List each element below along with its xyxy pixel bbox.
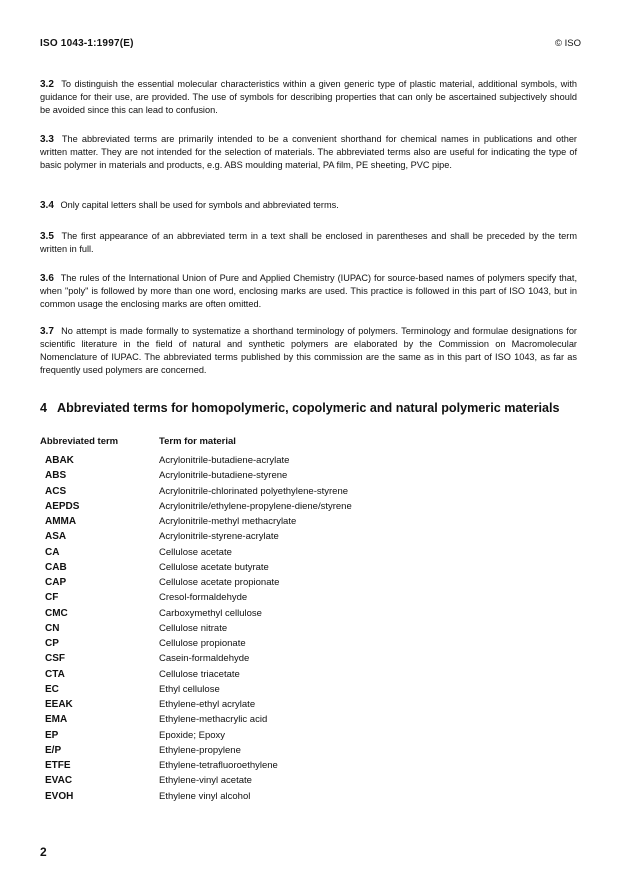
abbreviated-term-cell: ABAK [45, 455, 74, 466]
table-row [45, 515, 565, 530]
term-for-material-cell: Ethylene-methacrylic acid [159, 714, 268, 726]
abbreviated-terms-table [45, 454, 565, 805]
term-for-material-cell: Cellulose acetate butyrate [159, 561, 269, 573]
abbreviated-term-cell: EVAC [45, 775, 73, 787]
column-header-abbreviated-term: Abbreviated term [40, 436, 119, 447]
table-row [45, 774, 565, 789]
abbreviated-term-cell: ABS [45, 470, 67, 482]
table-row [45, 652, 565, 667]
table-row [45, 713, 565, 728]
table-row [45, 698, 565, 713]
table-row [45, 744, 565, 759]
abbreviated-term-cell: E/P [45, 744, 62, 756]
table-row [45, 668, 565, 683]
clause-3-2 [40, 78, 577, 117]
abbreviated-term-cell: CMC [45, 607, 68, 619]
clause-number: 3.3 [40, 134, 54, 145]
section-number: 4 [40, 401, 48, 415]
table-row [45, 622, 565, 637]
table-row [45, 485, 565, 500]
term-for-material-cell: Cellulose acetate [159, 546, 232, 558]
table-row [45, 454, 565, 469]
abbreviated-term-cell: CTA [45, 668, 65, 680]
table-row [45, 576, 565, 591]
abbreviated-term-cell: EEAK [45, 699, 73, 710]
term-for-material-cell: Cresol-formaldehyde [159, 592, 248, 604]
abbreviated-term-cell: EC [45, 683, 59, 695]
abbreviated-term-cell: CAB [45, 561, 67, 573]
clause-text: The rules of the International Union of Pure and Applied Chemistry (IUPAC) for source-based names of polymers specify that, when "poly" is followed by more than one word, enclosing marks are used. This practice is followed in this part of ISO 1043, but in common usage the enclosing marks are often omitted. [40, 273, 577, 309]
table-row [45, 607, 565, 622]
clause-3-7 [40, 325, 577, 377]
table-row [45, 729, 565, 744]
clause-number: 3.6 [40, 273, 54, 284]
clause-text: The abbreviated terms are primarily intended to be a convenient shorthand for chemical names in publications and other written matter. They are not intended for the selection of materials. The abbreviated terms also are useful for indicating the type of basic polymer in materials and products, e.g. ABS moulding material, PA film, PE sheeting, PVC pipe. [40, 134, 577, 170]
clause-3-3 [40, 133, 577, 172]
page-number: 2 [40, 845, 47, 859]
term-for-material-cell: Casein-formaldehyde [159, 653, 250, 665]
table-row [45, 546, 565, 561]
term-for-material-cell: Ethylene-tetrafluoroethylene [159, 760, 278, 771]
clause-text: To distinguish the essential molecular characteristics within a given generic type of plastic material, additional symbols, with guidance for their use, are provided. The use of symbols for describing properties that can only be ascertained subjectively should be avoided since this can lead to confusion. [40, 79, 577, 115]
abbreviated-term-cell: CAP [45, 577, 67, 588]
term-for-material-cell: Acrylonitrile/ethylene-propylene-diene/styrene [159, 500, 352, 512]
term-for-material-cell: Acrylonitrile-methyl methacrylate [159, 516, 297, 527]
clause-number: 3.4 [40, 200, 54, 211]
abbreviated-term-cell: ETFE [45, 760, 71, 771]
clause-3-4 [40, 199, 577, 212]
term-for-material-cell: Cellulose acetate propionate [159, 577, 280, 588]
abbreviated-term-cell: EMA [45, 714, 68, 726]
table-row [45, 637, 565, 652]
table-row [45, 469, 565, 484]
term-for-material-cell: Ethylene vinyl alcohol [159, 790, 251, 802]
abbreviated-term-cell: ACS [45, 485, 67, 497]
table-row [45, 561, 565, 576]
abbreviated-term-cell: EVOH [45, 790, 74, 802]
term-for-material-cell: Cellulose nitrate [159, 622, 228, 634]
table-row [45, 500, 565, 515]
clause-text: No attempt is made formally to systematize a shorthand terminology of polymers. Terminology and formulae designations for scientific literature in the field of natural and synthetic polymers are elaborated by the Commission on Macromolecular Nomenclature of IUPAC. The abbreviated terms published by this commission are the same as in this part of ISO 1043, as far as frequently used polymers are concerned. [40, 326, 577, 375]
abbreviated-term-cell: EP [45, 729, 59, 741]
section-heading [40, 401, 560, 415]
term-for-material-cell: Ethylene-vinyl acetate [159, 775, 252, 787]
table-row [45, 759, 565, 774]
clause-text: The first appearance of an abbreviated term in a text shall be enclosed in parentheses and shall be preceded by the term written in full. [40, 231, 577, 254]
table-row [45, 591, 565, 606]
abbreviated-term-cell: AMMA [45, 516, 77, 527]
column-header-term-for-material: Term for material [159, 436, 236, 447]
clause-number: 3.7 [40, 326, 54, 337]
section-title: Abbreviated terms for homopolymeric, copolymeric and natural polymeric materials [57, 401, 560, 415]
term-for-material-cell: Ethylene-ethyl acrylate [159, 699, 256, 710]
abbreviated-term-cell: AEPDS [45, 500, 80, 512]
term-for-material-cell: Ethylene-propylene [159, 744, 241, 756]
term-for-material-cell: Cellulose propionate [159, 638, 246, 649]
abbreviated-term-cell: CSF [45, 653, 65, 665]
term-for-material-cell: Epoxide; Epoxy [159, 729, 226, 741]
abbreviated-term-cell: CN [45, 622, 60, 634]
term-for-material-cell: Ethyl cellulose [159, 683, 220, 695]
clause-3-5 [40, 230, 577, 256]
clause-3-6 [40, 272, 577, 311]
abbreviated-term-cell: ASA [45, 531, 67, 543]
term-for-material-cell: Carboxymethyl cellulose [159, 607, 262, 619]
page-header-standard: ISO 1043-1:1997(E) [40, 38, 134, 49]
abbreviated-term-cell: CP [45, 638, 59, 649]
abbreviated-term-cell: CA [45, 546, 60, 558]
term-for-material-cell: Acrylonitrile-butadiene-styrene [159, 470, 288, 482]
table-row [45, 530, 565, 545]
table-row [45, 683, 565, 698]
table-row [45, 790, 565, 805]
term-for-material-cell: Acrylonitrile-chlorinated polyethylene-styrene [159, 485, 349, 497]
clause-number: 3.5 [40, 231, 54, 242]
page-header-copyright: © ISO [554, 38, 581, 49]
term-for-material-cell: Acrylonitrile-styrene-acrylate [159, 531, 279, 543]
term-for-material-cell: Cellulose triacetate [159, 668, 240, 680]
abbreviated-term-cell: CF [45, 592, 59, 604]
clause-text: Only capital letters shall be used for symbols and abbreviated terms. [60, 200, 339, 210]
term-for-material-cell: Acrylonitrile-butadiene-acrylate [159, 455, 290, 466]
clause-number: 3.2 [40, 79, 54, 90]
